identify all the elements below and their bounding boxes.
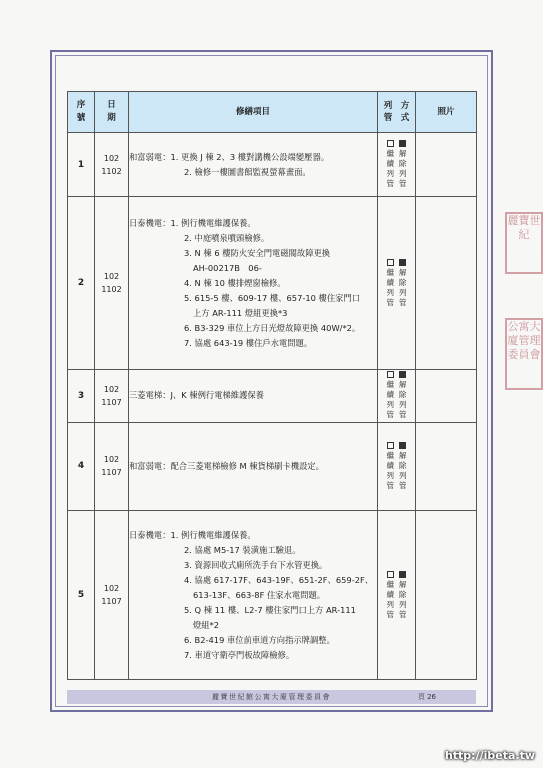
repair-log-table — [67, 91, 477, 680]
continue-checkbox[interactable] — [387, 371, 394, 378]
status-label-release: 解 除 列 管 — [399, 450, 407, 490]
release-checkbox[interactable] — [399, 571, 406, 578]
repair-item-line: 三菱電梯：J、K 棟例行電梯維護保養 — [129, 390, 264, 401]
row-number: 3 — [68, 370, 95, 422]
photo-cell — [416, 197, 477, 370]
repair-items — [129, 133, 378, 197]
table-row — [68, 422, 477, 510]
repair-item-line: 5. Q 棟 11 樓、L2-7 樓住家門口上方 AR-111 — [184, 604, 356, 615]
row-number: 1 — [68, 133, 95, 197]
watermark: http://ibeta.tw — [444, 749, 535, 762]
repair-item-line: 7. 車道守衛亭門板故障檢修。 — [184, 649, 295, 660]
header-item: 修繕項目 — [129, 92, 378, 133]
table-row — [68, 197, 477, 370]
header-date: 日 期 — [95, 92, 129, 133]
repair-item-line: 613-13F、663-8F 住家水電問題。 — [193, 589, 326, 600]
continue-checkbox[interactable] — [387, 259, 394, 266]
repair-item-line: 2. 協處 M5-17 裝潢施工驗退。 — [184, 544, 301, 555]
status-label-continue: 繼 續 列 管 — [386, 149, 394, 189]
repair-item-line: 4. N 棟 10 樓排煙窗檢修。 — [184, 277, 286, 288]
repair-items — [129, 511, 378, 680]
table-row — [68, 511, 477, 680]
repair-item-line: 5. 615-5 樓、609-17 樓、657-10 樓住家門口 — [184, 292, 361, 303]
status-label-release: 解 除 列 管 — [399, 380, 407, 420]
repair-item-line: 和富弱電：配合三菱電梯檢修 M 棟貨梯刷卡機設定。 — [129, 460, 324, 471]
status-cell — [378, 133, 416, 197]
repair-item-line: 燈組*2 — [193, 619, 220, 630]
release-checkbox[interactable] — [399, 259, 406, 266]
header-seq: 序 號 — [68, 92, 95, 133]
table-header-row — [68, 92, 477, 133]
repair-item-line: 3. N 棟 6 樓防火安全門電磁閥故障更換 — [184, 247, 331, 258]
row-date: 102 1107 — [95, 422, 129, 510]
repair-item-line: 3. 資源回收式廁所洗手台下水管更換。 — [184, 559, 328, 570]
status-label-continue: 繼 續 列 管 — [386, 380, 394, 420]
photo-cell — [416, 370, 477, 422]
repair-item-line: 2. 中庭噴泉噴頭檢修。 — [184, 232, 270, 243]
continue-checkbox[interactable] — [387, 140, 394, 147]
release-checkbox[interactable] — [399, 371, 406, 378]
row-date: 102 1102 — [95, 133, 129, 197]
status-cell — [378, 197, 416, 370]
continue-checkbox[interactable] — [387, 571, 394, 578]
row-date: 102 1107 — [95, 370, 129, 422]
photo-cell — [416, 511, 477, 680]
page-number: 頁 26 — [417, 693, 436, 701]
repair-item-line: 4. 協處 617-17F、643-19F、651-2F、659-2F、 — [184, 574, 374, 585]
header-method: 列 方 管 式 — [378, 92, 416, 133]
photo-cell — [416, 422, 477, 510]
row-date: 102 1107 — [95, 511, 129, 680]
status-cell — [378, 370, 416, 422]
release-checkbox[interactable] — [399, 442, 406, 449]
table-row — [68, 370, 477, 422]
footer-org: 麗寶世紀館公寓大廈管理委員會 — [212, 693, 331, 701]
row-number: 4 — [68, 422, 95, 510]
repair-item-line: 上方 AR-111 燈組更換*3 — [193, 307, 288, 318]
repair-item-line: 6. B2-419 車位前車道方向指示牌調整。 — [184, 634, 335, 645]
status-label-release: 解 除 列 管 — [399, 267, 407, 307]
repair-items — [129, 370, 378, 422]
row-date: 102 1102 — [95, 197, 129, 370]
repair-items — [129, 422, 378, 510]
repair-items — [129, 197, 378, 370]
table-row — [68, 133, 477, 197]
row-number: 2 — [68, 197, 95, 370]
status-cell — [378, 422, 416, 510]
repair-item-line: 2. 檢修一樓圖書館監視螢幕畫面。 — [184, 166, 311, 177]
status-label-continue: 繼 續 列 管 — [386, 579, 394, 619]
repair-item-line: 和富弱電：1. 更換 J 棟 2、3 樓對講機公設端變壓器。 — [129, 151, 330, 162]
row-number: 5 — [68, 511, 95, 680]
continue-checkbox[interactable] — [387, 442, 394, 449]
status-cell — [378, 511, 416, 680]
status-label-continue: 繼 續 列 管 — [386, 450, 394, 490]
status-label-release: 解 除 列 管 — [399, 579, 407, 619]
seal-stamp-lower: 公寓大廈管理委員會 — [505, 318, 543, 390]
status-label-continue: 繼 續 列 管 — [386, 267, 394, 307]
repair-item-line: 日泰機電：1. 例行機電維護保養。 — [129, 529, 256, 540]
repair-item-line: 6. B3-329 車位上方日光燈故障更換 40W/*2。 — [184, 322, 361, 333]
release-checkbox[interactable] — [399, 140, 406, 147]
repair-item-line: AH-00217B 06- — [193, 262, 262, 273]
repair-item-line: 7. 協處 643-19 樓住戶水電問題。 — [184, 337, 313, 348]
repair-item-line: 日泰機電：1. 例行機電維護保養。 — [129, 217, 256, 228]
status-label-release: 解 除 列 管 — [399, 149, 407, 189]
photo-cell — [416, 133, 477, 197]
seal-stamp-upper: 麗寶世紀 — [505, 212, 543, 274]
footer-bar — [67, 690, 476, 704]
header-photo: 照片 — [416, 92, 477, 133]
